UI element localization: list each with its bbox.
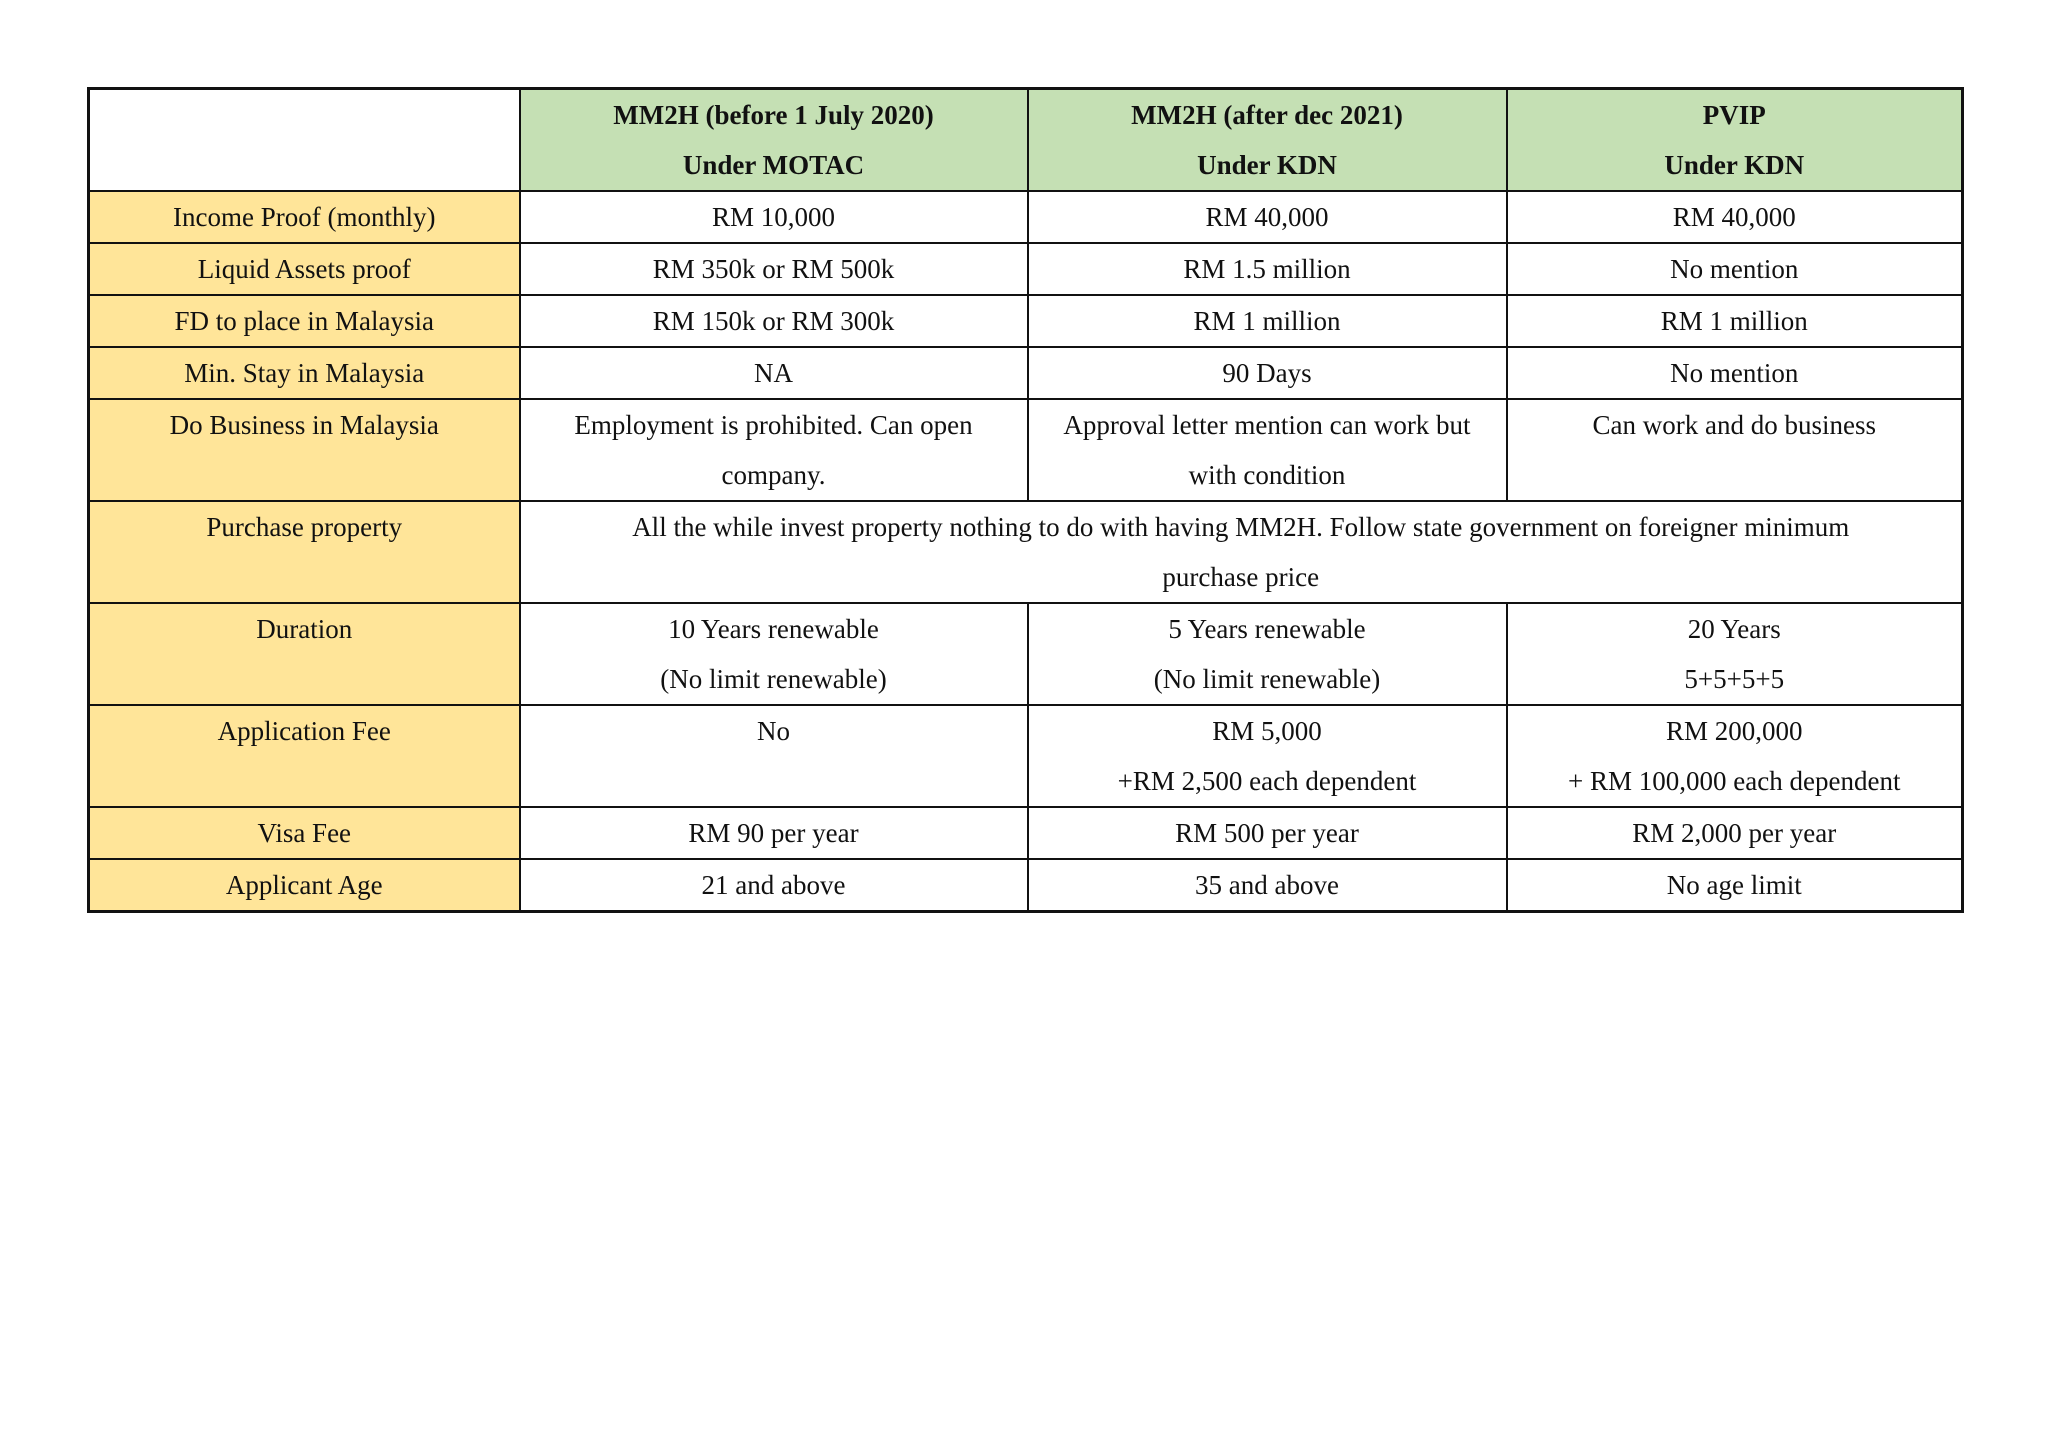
row-label: Applicant Age	[89, 859, 520, 912]
row-label: Liquid Assets proof	[89, 243, 520, 295]
cell-text: Can work and do business	[1592, 410, 1876, 440]
cell-text: RM 150k or RM 300k	[652, 306, 895, 336]
cell-text: RM 350k or RM 500k	[652, 254, 895, 284]
header-cell-mm2h-before-2020	[520, 89, 1028, 192]
row-label: Income Proof (monthly)	[89, 191, 520, 243]
table-cell	[520, 399, 1028, 501]
table-cell	[1507, 603, 1963, 705]
table-cell	[520, 243, 1028, 295]
table-row-duration	[89, 603, 1963, 705]
cell-text: +RM 2,500 each dependent	[1117, 766, 1417, 796]
table-cell	[1028, 347, 1507, 399]
cell-text: 21 and above	[701, 870, 846, 900]
cell-text: RM 1 million	[1660, 306, 1808, 336]
table-cell	[1507, 399, 1963, 501]
header-corner-cell	[89, 89, 520, 192]
header-cell-pvip	[1507, 89, 1963, 192]
table-cell	[1028, 243, 1507, 295]
table-cell	[1507, 807, 1963, 859]
cell-text: RM 5,000	[1212, 716, 1322, 746]
table-cell	[520, 347, 1028, 399]
cell-text: RM 10,000	[711, 202, 836, 232]
cell-text: No	[757, 716, 790, 746]
header-authority: Under MOTAC	[682, 150, 865, 180]
table-cell	[1028, 705, 1507, 807]
table-cell	[520, 705, 1028, 807]
table-row-liquid-assets	[89, 243, 1963, 295]
header-title: MM2H (after dec 2021)	[1131, 100, 1403, 130]
table-row-do-business	[89, 399, 1963, 501]
cell-text: 20 Years	[1687, 614, 1781, 644]
merged-cell	[520, 501, 1963, 603]
cell-text: RM 40,000	[1205, 202, 1329, 232]
cell-text: 35 and above	[1195, 870, 1339, 900]
cell-text: purchase price	[1162, 562, 1320, 592]
header-authority: Under KDN	[1664, 150, 1805, 180]
table-cell	[520, 191, 1028, 243]
cell-text: NA	[754, 358, 793, 388]
table-cell	[1028, 295, 1507, 347]
cell-text: RM 40,000	[1672, 202, 1796, 232]
table-cell	[1028, 859, 1507, 912]
table-row-income-proof	[89, 191, 1963, 243]
table-cell	[1507, 243, 1963, 295]
header-title: PVIP	[1702, 100, 1766, 130]
row-label: Duration	[89, 603, 520, 705]
table-cell	[1507, 191, 1963, 243]
table-cell	[1507, 295, 1963, 347]
table-cell	[1028, 191, 1507, 243]
visa-comparison-table	[87, 87, 1964, 913]
table-row-purchase-property	[89, 501, 1963, 603]
cell-text: No mention	[1670, 358, 1799, 388]
cell-text: No age limit	[1666, 870, 1802, 900]
cell-text: RM 1 million	[1193, 306, 1341, 336]
table-cell	[520, 859, 1028, 912]
cell-text: 5+5+5+5	[1684, 664, 1785, 694]
row-label: Min. Stay in Malaysia	[89, 347, 520, 399]
table-row-applicant-age	[89, 859, 1963, 912]
row-label: Do Business in Malaysia	[89, 399, 520, 501]
table-cell	[520, 807, 1028, 859]
table-cell	[520, 603, 1028, 705]
table-cell	[1507, 859, 1963, 912]
cell-text: RM 90 per year	[688, 818, 859, 848]
row-label: Visa Fee	[89, 807, 520, 859]
header-title: MM2H (before 1 July 2020)	[613, 100, 934, 130]
row-label: Application Fee	[89, 705, 520, 807]
cell-text: Employment is prohibited. Can open	[574, 410, 973, 440]
header-authority: Under KDN	[1197, 150, 1337, 180]
table-row-min-stay	[89, 347, 1963, 399]
table-cell	[520, 295, 1028, 347]
row-label: FD to place in Malaysia	[89, 295, 520, 347]
cell-text: All the while invest property nothing to do with having MM2H. Follow state government on foreigner minimum	[632, 512, 1850, 542]
cell-text: Approval letter mention can work but	[1063, 410, 1471, 440]
header-cell-mm2h-after-2021	[1028, 89, 1507, 192]
table-cell	[1507, 347, 1963, 399]
cell-text: + RM 100,000 each dependent	[1568, 766, 1901, 796]
cell-text: No mention	[1670, 254, 1799, 284]
table-cell	[1028, 399, 1507, 501]
cell-text: 5 Years renewable	[1168, 614, 1366, 644]
cell-text: RM 2,000 per year	[1632, 818, 1837, 848]
cell-text: RM 500 per year	[1175, 818, 1359, 848]
table-header-row	[89, 89, 1963, 192]
cell-text: (No limit renewable)	[660, 664, 887, 694]
table-cell	[1507, 705, 1963, 807]
cell-text: 90 Days	[1222, 358, 1312, 388]
cell-text: RM 200,000	[1665, 716, 1803, 746]
cell-text: with condition	[1188, 460, 1346, 490]
table-cell	[1028, 807, 1507, 859]
cell-text: (No limit renewable)	[1153, 664, 1381, 694]
table-row-application-fee	[89, 705, 1963, 807]
cell-text: 10 Years renewable	[668, 614, 879, 644]
row-label: Purchase property	[89, 501, 520, 603]
table-row-fixed-deposit	[89, 295, 1963, 347]
cell-text: company.	[721, 460, 826, 490]
table-row-visa-fee	[89, 807, 1963, 859]
cell-text: RM 1.5 million	[1183, 254, 1351, 284]
table-cell	[1028, 603, 1507, 705]
